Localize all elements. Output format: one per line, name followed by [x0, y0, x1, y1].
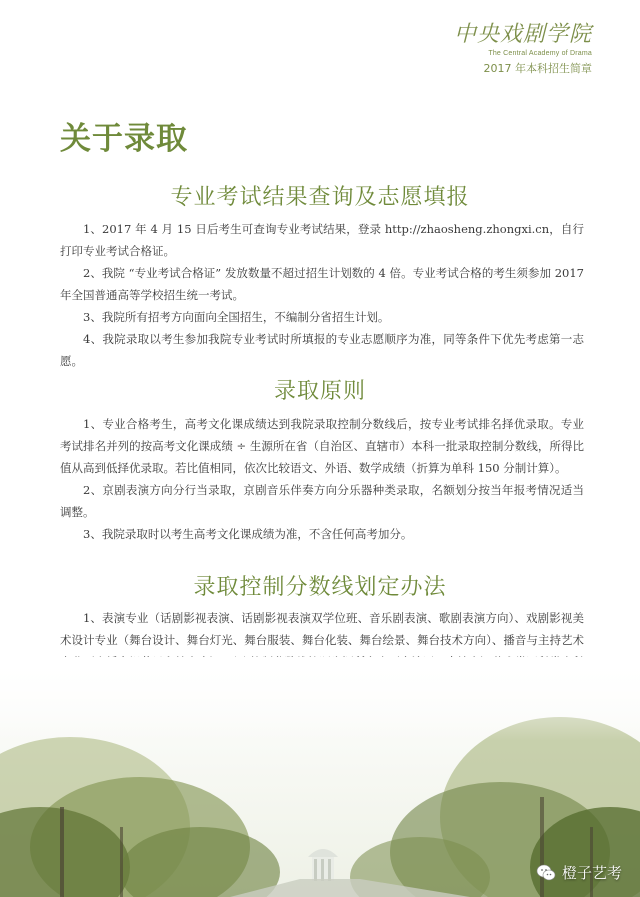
campus-scenery-image [0, 657, 640, 897]
paragraph: 4、我院录取以考生参加我院专业考试时所填报的专业志愿顺序为准，同等条件下优先考虑第一志愿。 [60, 332, 584, 368]
academy-logo [454, 22, 592, 76]
brochure-subtitle: 2017 年本科招生简章 [483, 62, 592, 75]
section-body-exam-results [60, 218, 584, 372]
section-heading-admission-principles: 录取原则 [273, 379, 366, 404]
watermark-text: 橙子艺考 [561, 864, 622, 882]
section-body-admission-principles [60, 413, 584, 545]
logo-chinese-name: 中央戏剧学院 [453, 22, 592, 47]
paragraph: 1、专业合格考生，高考文化课成绩达到我院录取控制分数线后，按专业考试排名择优录取。专业考试排名并列的按高考文化课成绩 ÷ 生源所在省（自治区、直辖市）本科一批录取控制分数线，所得比值从高到低择优录取。若比值相同，依次比较语文、外语、数学成绩（折算为单科 150 分制计算）。 [60, 417, 584, 475]
section-heading-exam-results: 专业考试结果查询及志愿填报 [170, 185, 470, 210]
paragraph: 1、表演专业（话剧影视表演、话剧影视表演双学位班、音乐剧表演、歌剧表演方向）、戏剧影视美术设计专业（舞台设计、舞台灯光、舞台服装、舞台化装、舞台绘景、舞台技术方向）、播音与主持艺术 [60, 611, 584, 647]
wechat-icon [536, 864, 556, 882]
paragraph: 3、我院录取时以考生高考文化课成绩为准，不含任何高考加分。 [83, 527, 413, 541]
paragraph: 2、我院 “专业考试合格证” 发放数量不超过招生计划数的 4 倍。专业考试合格的考生须参加 2017 年全国普通高等学校招生统一考试。 [60, 266, 584, 302]
section-heading-score-line-method: 录取控制分数线划定办法 [193, 575, 447, 600]
paragraph: 2、京剧表演方向分行当录取，京剧音乐伴奏方向分乐器种类录取，名额划分按当年报考情况适当调整。 [60, 483, 584, 519]
page-title: 关于录取 [60, 121, 188, 157]
logo-english-name: The Central Academy of Drama [488, 50, 592, 57]
wechat-watermark [536, 862, 622, 883]
paragraph: 3、我院所有招考方向面向全国招生，不编制分省招生计划。 [83, 310, 390, 324]
paragraph: 1、2017 年 4 月 15 日后考生可查询专业考试结果，登录 http://zhaosheng.zhongxi.cn，自行打印专业考试合格证。 [60, 222, 584, 258]
